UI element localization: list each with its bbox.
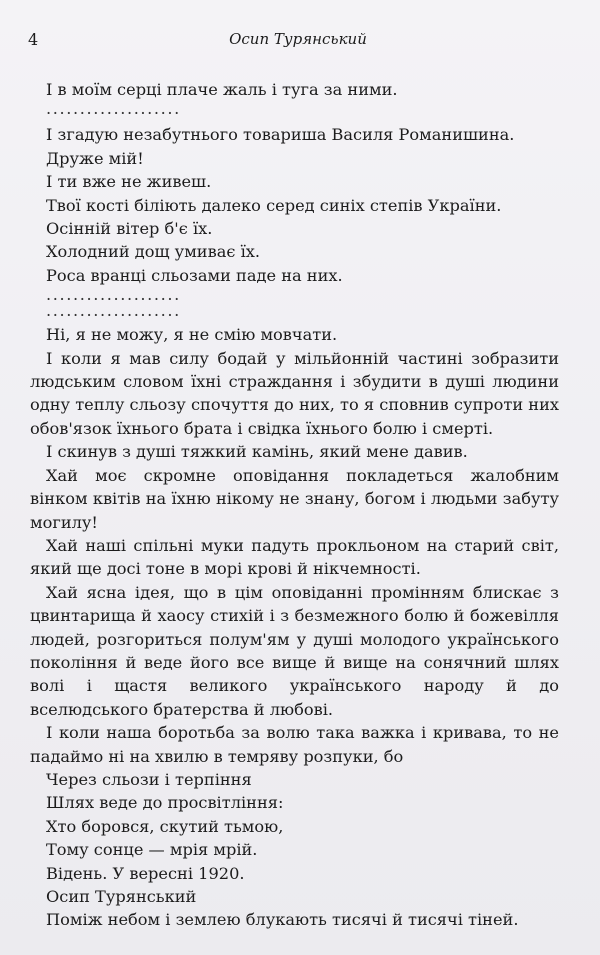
text-line: Твої кості біліють далеко серед синіх степів України. [46,195,502,215]
ellipsis-line: .................... [46,301,181,321]
paragraph-text: Хай ясна ідея, що в цім оповіданні промінням блискає з цвинтарища й хаосу стихій і з безмежного болю й божевілля людей, розгориться полум'ям у душі молодого українського покоління й веде його все вище й вище на сонячний шлях волі і щастя великого українського народу й до вселюдського братерства й любові. [30,582,559,719]
ellipsis-line: .................... [46,285,181,305]
paragraph [30,347,559,441]
paragraph-text: І коли наша боротьба за волю така важка і кривава, то не падаймо ні на хвилю в темряву розпуки, бо [30,723,559,766]
verse-line: Шлях веде до просвітління: [46,793,284,813]
text-line: Друже мій! [46,148,144,168]
running-title: Осип Турянський [229,30,367,48]
place-date: Відень. У вересні 1920. [46,863,245,883]
paragraph [30,534,559,581]
text-line: І в моїм серці плаче жаль і туга за ними. [46,80,398,99]
text-line: Роса вранці сльозами паде на них. [46,265,343,285]
text-line: Ні, я не можу, я не смію мовчати. [46,325,338,345]
page-number: 4 [28,30,39,49]
text-line: Поміж небом і землею блукають тисячі й тисячі тіней. [46,910,519,930]
text-line: Осінній вітер б'є їх. [46,219,213,239]
paragraph [30,721,559,768]
verse-line: Через сльози і терпіння [46,769,252,789]
paragraph-text: І коли я мав силу бодай у мільйонній частині зобразити людським словом їхні страждання і збудити в душі людини одну теплу сльозу спочуття до них, то я сповнив супроти них обов'язок їхнього брата і свідка їхнього болю і смерті. [30,348,559,438]
verse-line: Хто боровся, скутий тьмою, [46,816,284,836]
paragraph-text: Хай моє скромне оповідання покладеться жалобним вінком квітів на їхню нікому не знану, богом і людьми забуту могилу! [30,465,559,532]
paragraph-text: Хай наші спільні муки падуть прокльоном на старий світ, який ще досі тоне в морі крові й нікчемності. [30,535,559,579]
paragraph [30,464,559,534]
verse-line: Тому сонце — мрія мрій. [46,840,258,860]
page-body [30,78,559,932]
paragraph [30,581,559,721]
text-line: І ти вже не живеш. [46,172,212,192]
text-line: І скинув з душі тяжкий камінь, який мене давив. [46,442,468,462]
page-header [28,30,568,50]
text-line: І згадую незабутнього товариша Василя Романишина. [46,125,515,145]
ellipsis-line: .................... [46,99,181,119]
author-signature: Осип Турянський [46,887,197,906]
text-line: Холодний дощ умиває їх. [46,242,261,262]
